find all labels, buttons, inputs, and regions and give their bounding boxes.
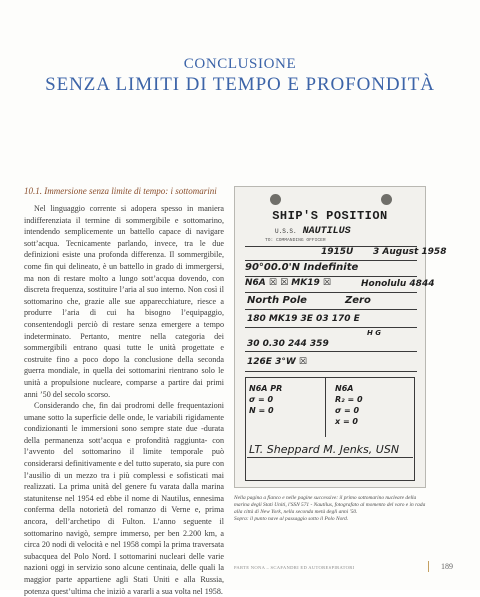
handwritten-numbers: 30 0.30 244 359: [247, 339, 329, 349]
handwritten-coordinates: 180 MK19 3E 03 170 E: [247, 314, 360, 324]
caption-secondary: Sopra: il punto nave al passaggio sotto il Polo Nord.: [234, 515, 349, 522]
ship-position-photo: [234, 186, 447, 488]
chapter-label: CONCLUSIONE: [183, 56, 297, 72]
photo-caption: [234, 495, 426, 523]
chapter-title: SENZA LIMITI DI TEMPO E PROFONDITÀ: [45, 74, 435, 95]
handwritten-position: 90°00.0'N Indefinite: [245, 262, 359, 273]
punch-hole: [270, 194, 281, 205]
form-rule: [245, 371, 417, 372]
handwritten-signature: LT. Sheppard M. Jenks, USN: [249, 443, 400, 456]
handwritten-time: 1915U: [321, 247, 354, 257]
signature-rule: [247, 457, 413, 458]
form-rule: [245, 260, 417, 261]
form-ship-line: U.S.S. NAUTILUS: [275, 226, 351, 237]
form-rule: [245, 292, 417, 293]
form-subheading: TO: COMMANDING OFFICER: [265, 238, 326, 243]
form-rule: [245, 309, 417, 310]
grid-divider: [325, 377, 326, 437]
page-number: 189: [441, 562, 453, 571]
section-title: 10.1. Immersione senza limite di tempo: i sottomarini: [24, 186, 217, 196]
handwritten-date: 3 August 1958: [373, 247, 447, 257]
form-title: SHIP'S POSITION: [272, 209, 388, 223]
handwritten-zero: Zero: [345, 295, 371, 306]
handwritten-letters: H G: [367, 329, 382, 337]
punch-hole: [381, 194, 392, 205]
running-footer: PARTE NONA – SCAFANDRI ED AUTORESPIRATORI: [234, 565, 355, 570]
handwritten-left-block: N6A PR σ = 0 N = 0: [249, 384, 283, 415]
form-rule: [245, 276, 417, 277]
handwritten-right-block: N6A R₂ = 0 σ = 0 x = 0: [335, 384, 363, 426]
caption-main: Nella pagina a fianco e nelle pagine successive: il primo sottomarino nucleare della marina degli Stati Uniti, l'SSN 571 - Nautilus, fotografato al momento del varo e in rada alla città di New York, nella seconda metà degli anni '50.: [234, 495, 426, 515]
body-text: [24, 203, 224, 597]
form-rule: [245, 327, 417, 328]
paragraph-2: Considerando che, fin dai prodromi delle frequentazioni umane sotto la superficie delle onde, le variabili rigidamente condizionanti le immersioni sono sempre state due -durata della permanenza sott’acqua e profondità raggiunta- con l’avvento del sottomarino il limite temporale può considerarsi definitivamente e del tutto superato, sia pure con l’ausilio di un mezzo tra i più complessi e sofisticati mai realizzati. La prima unità del genere fu varata dalla marina statunitense nel 1954 ed ebbe il nome di Nautilus, ennesima conferma della notorietà del romanzo di Verne e, prima ancora, dell’archetipo di Fulton. L’anno seguente il sottomarino navigò, sempre immerso, per ben 2.200 km, a circa 20 nodi di velocità e nel 1958 compì la prima traversata subacquea del Polo Nord. I sottomarini nucleari delle varie nazioni oggi in servizio sono alcune centinaia, delle quali la maggior parte appartiene agli Stati Uniti e alla Russia, potenza quest’ultima che iniziò a vararli a sua volta nel 1958.: [24, 401, 224, 596]
form-rule: [245, 351, 417, 352]
handwritten-course: 126E 3°W ☒: [247, 357, 307, 367]
footer-rule: [428, 561, 429, 572]
handwritten-checkboxes: N6A ☒ ☒ MK19 ☒: [245, 278, 331, 288]
handwritten-destination: Honolulu 4844: [361, 279, 435, 289]
handwritten-location: North Pole: [247, 295, 307, 306]
paragraph-1: Nel linguaggio corrente si adopera spesso in maniera indifferenziata il termine di sommergibile e sottomarino, intendendo semplicemente un battello capace di navigare sott’acqua. Tecnicamente parlando, invece, tra le due definizioni esiste una profonda differenza. Il sommergibile, come fin qui delineato, è un battello in grado di immergersi, ma non di restare molto a lungo sott’acqua dovendo, con discreta frequenza, sostituire l’aria al suo interno. Non così il sottomarino che, grazie alle sue apparecchiature, riesce a produrre l’aria di cui ha bisogno l’equipaggio, consentendogli perciò di restare senza emergere a tempo indeterminato. Pertanto, mentre nella categoria dei sommergibili entrano quasi tutte le unità progettate e costruite fino a poco dopo la conclusione della seconda guerra mondiale, in quella dei sottomarini rientrano solo le unità a propulsione nucleare, comparse a partire dai primi anni ’50 del secolo scorso.: [24, 204, 224, 399]
